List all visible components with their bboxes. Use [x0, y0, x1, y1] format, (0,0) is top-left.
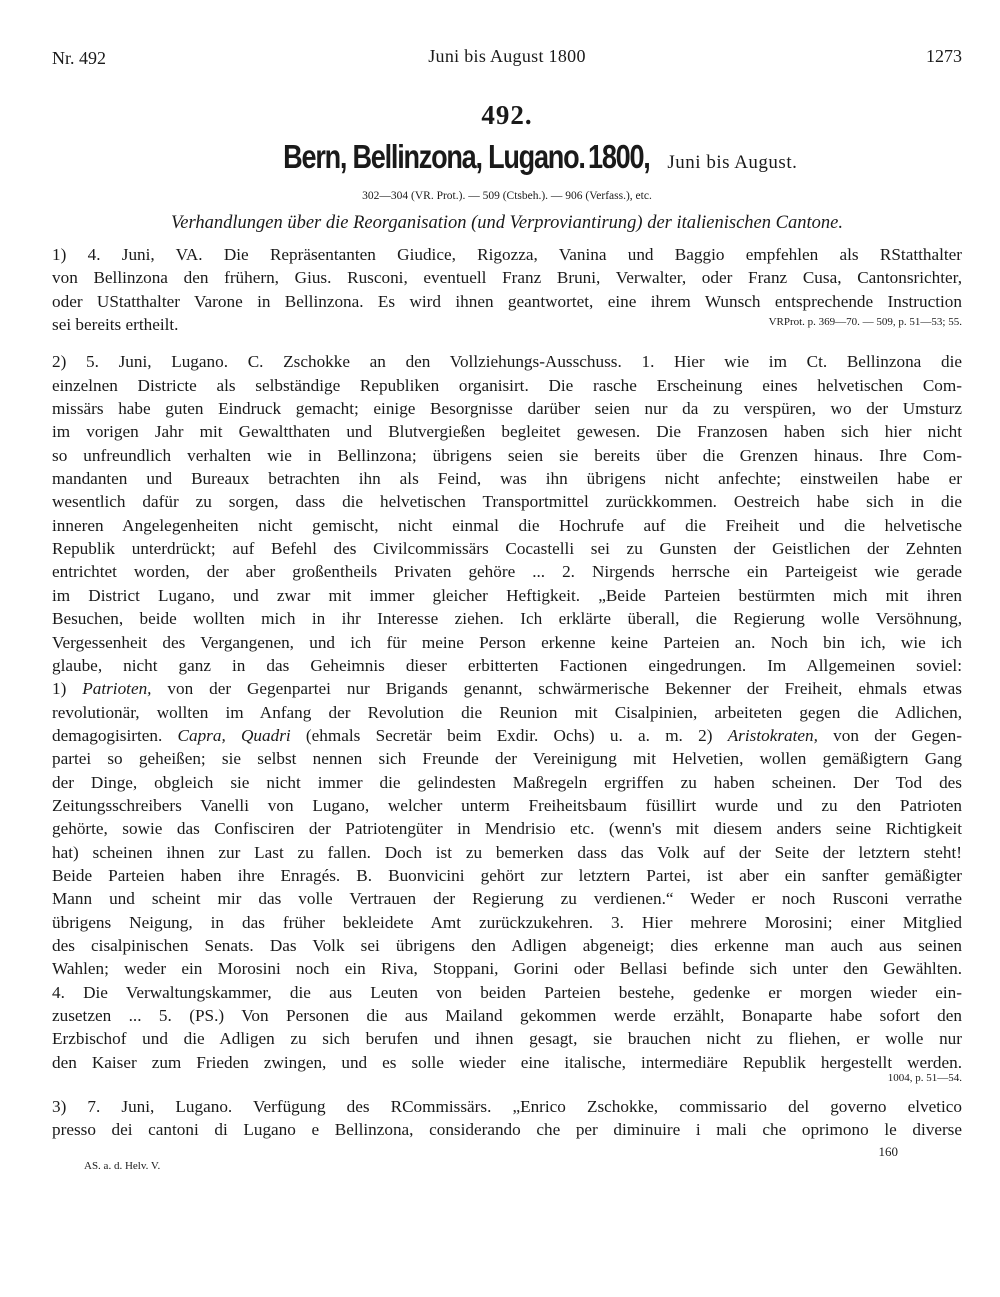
- text-line: gehörte, sowie das Confisciren der Patriotengüter in Mendrisio etc. (wenn's mit diesem anders seine Richtigkeit: [52, 819, 962, 839]
- running-head: [52, 40, 962, 70]
- document-heading: [52, 136, 962, 185]
- text-fragment: 1): [52, 679, 83, 699]
- text-line: presso dei cantoni di Lugano e Bellinzona, considerando che per diminuire i mali che oprimono le diverse: [52, 1120, 962, 1140]
- paragraph-2: [52, 350, 962, 1085]
- signature-number: 160: [878, 1143, 898, 1159]
- text-line: Erzbischof und die Adligen zu sich berufen und ihnen gesagt, sie brauchen nicht zu fliehen, er wolle nur: [52, 1029, 962, 1049]
- document-page: [52, 40, 962, 1176]
- document-number-header: Nr. 492: [52, 48, 106, 68]
- text-line: [52, 724, 962, 747]
- emphasized-term: Aristokraten,: [727, 725, 818, 745]
- text-line: 1) 4. Juni, VA. Die Repräsentanten Giudice, Rigozza, Vanina und Baggio empfehlen als RStatthalter: [52, 245, 962, 264]
- text-line: oder UStatthalter Varone in Bellinzona. Es wird ihnen geantwortet, eine ihrem Wunsch entsprechende Instruction: [52, 291, 962, 311]
- source-reference: VRProt. p. 369—70. — 509, p. 51—53; 55.: [768, 316, 962, 329]
- heading-year: 1800,: [588, 138, 650, 175]
- printer-signature: AS. a. d. Helv. V.: [84, 1159, 161, 1172]
- text-line: 3) 7. Juni, Lugano. Verfügung des RCommissärs. „Enrico Zschokke, commissario del governo elvetico: [52, 1097, 962, 1117]
- text-line: mandanten und Bureaux betrachten ihn als Feind, was ihn übrigens nicht anfechte; einstweilen habe er: [52, 469, 962, 489]
- text-line: hat) scheinen ihnen zur Last zu fallen. Doch ist zu bemerken dass das Volk auf der Seite der letztern steht!: [52, 842, 962, 862]
- text-line: Zeitungsschreibers Vanelli von Lugano, welcher unterm Freiheitsbaum füsillirt wurde und zu den Patrioten: [52, 795, 962, 815]
- page-number: 1273: [926, 46, 962, 66]
- text-line: revolutionär, wollten im Anfang der Revolution die Reunion mit Cisalpinien, arbeiteten gegen die Adlichen,: [52, 702, 962, 722]
- text-line: glaube, nicht ganz in das Geheimnis dieser erbitterten Factionen eingedrungen. Im Allgemeinen soviel:: [52, 655, 962, 675]
- text-fragment: demagogisirten.: [52, 725, 178, 745]
- emphasized-term: Patrioten,: [82, 679, 152, 699]
- text-line: 4. Die Verwaltungskammer, die aus Leuten von beiden Parteien bestehe, gedenke er morgen wieder ein-: [52, 982, 962, 1002]
- text-line: entrichtet worden, der aber großentheils Privaten gehöre ... 2. Nirgends herrsche ein Parteigeist wie gerade: [52, 562, 962, 582]
- text-line: im vorigen Jahr mit Gewaltthaten und Blutvergießen begleitet gewesen. Die Franzosen haben sich hier nicht: [52, 422, 962, 442]
- text-line: inneren Angelegenheiten nicht gemischt, nicht einmal die Hochrufe auf die Freiheit und die helvetische: [52, 515, 962, 535]
- text-line: übrigens Neigung, in das früher bekleidete Amt zurückzukehren. 3. Hier mehrere Morosini; einer Mitglied: [52, 912, 962, 932]
- text-fragment: (ehmals Secretär beim Exdir. Ochs) u. a. m. 2): [290, 725, 728, 745]
- text-line: Wahlen; weder ein Morosini noch ein Riva, Stoppani, Gorini oder Bellasi befinde sich unter den Gewählten.: [52, 959, 962, 979]
- text-line: partei so geheißen; sie selbst nennen sich Freunde der Vereinigung mit Helvetien, wollen gemäßigtern Gang: [52, 749, 962, 769]
- heading-places: Bern, Bellinzona, Lugano.: [282, 138, 585, 175]
- text-line: Republik unterdrückt; auf Befehl des Civilcommissärs Cocastelli sei zu Gunsten der Geistlichen der Zehnten: [52, 539, 962, 559]
- paragraph-1: [52, 243, 962, 336]
- text-line: [52, 677, 962, 700]
- date-range-header: Juni bis August 1800: [428, 46, 586, 66]
- text-line: wesentlich dafür zu sorgen, dass die helvetischen Transportmittel zurückkommen. Oestreich habe sich in die: [52, 492, 962, 512]
- source-references: 302—304 (VR. Prot.). — 509 (Ctsbeh.). — 906 (Verfass.), etc.: [362, 190, 652, 202]
- text-line-content: sei bereits ertheilt.: [52, 315, 179, 335]
- text-line: Mann und scheint mir das volle Vertrauen der Regierung zu verdienen.“ Weder er noch Rusconi verrathe: [52, 889, 962, 909]
- text-line: [52, 313, 962, 336]
- source-reference: 1004, p. 51—54.: [887, 1072, 962, 1085]
- text-line: im District Lugano, und zwar mit immer gleicher Heftigkeit. „Beide Parteien bestürmten mich mit ihren: [52, 585, 962, 605]
- document-subject: Verhandlungen über die Reorganisation (und Verproviantirung) der italienischen Cantone.: [171, 213, 843, 233]
- text-line: zusetzen ... 5. (PS.) Von Personen die aus Mailand gekommen werde erzählt, Bonaparte habe sofort den: [52, 1006, 962, 1025]
- emphasized-term: Capra, Quadri: [177, 725, 291, 745]
- text-line: Besuchen, beide wollten mich in ihr Interesse ziehen. Ich erklärte überall, die Regierung wolle Versöhnung,: [52, 609, 962, 629]
- heading-dates: Juni bis August.: [667, 152, 798, 173]
- text-line: Vergessenheit des Vergangenen, und ich für meine Person erkenne keine Parteien an. Noch bin ich, wie ich: [52, 632, 962, 652]
- text-line: Beide Parteien haben ihre Enragés. B. Buonvicini gehört zur letztern Partei, ist aber ein sanfter gemäßigter: [52, 865, 962, 885]
- page-footer: [52, 1144, 962, 1176]
- text-fragment: von der Gegenpartei nur Brigands genannt, schwärmerische Bekenner der Freiheit, ehmals etwas: [151, 679, 962, 699]
- text-line: so unfreundlich verhalten wie in Bellinzona; übrigens seien sie bereits über die Grenzen hinaus. Ihre Com-: [52, 445, 962, 465]
- text-line: des cisalpinischen Senats. Das Volk sei übrigens den Adligen abgeneigt; dies erkenne man auch aus seinen: [52, 935, 962, 955]
- paragraph-3: [52, 1095, 962, 1142]
- text-line: einzelnen Districte als selbständige Republiken organisirt. Die rasche Erscheinung eines helvetischen Com-: [52, 375, 962, 395]
- text-line: missärs habe guten Eindruck gemacht; einige Besorgnisse darüber seien nur da zu verspüren, wo der Umsturz: [52, 399, 962, 419]
- document-number: 492.: [481, 100, 533, 130]
- text-fragment: von der Gegen-: [817, 725, 962, 745]
- text-line: den Kaiser zum Frieden zwingen, und es solle wieder eine italische, intermediäre Republik hergestellt werden.: [52, 1052, 962, 1072]
- text-line: von Bellinzona den frühern, Gius. Rusconi, eventuell Franz Bruni, Verwalter, oder Franz Cusa, Cantonsrichter,: [52, 268, 962, 288]
- text-line: der Dinge, obgleich sie nicht immer die gelindesten Maßregeln ergriffen zu haben scheinen. Der Tod des: [52, 772, 962, 792]
- text-line: 2) 5. Juni, Lugano. C. Zschokke an den Vollziehungs-Ausschuss. 1. Hier wie im Ct. Bellinzona die: [52, 352, 962, 372]
- body-text: [52, 243, 962, 1142]
